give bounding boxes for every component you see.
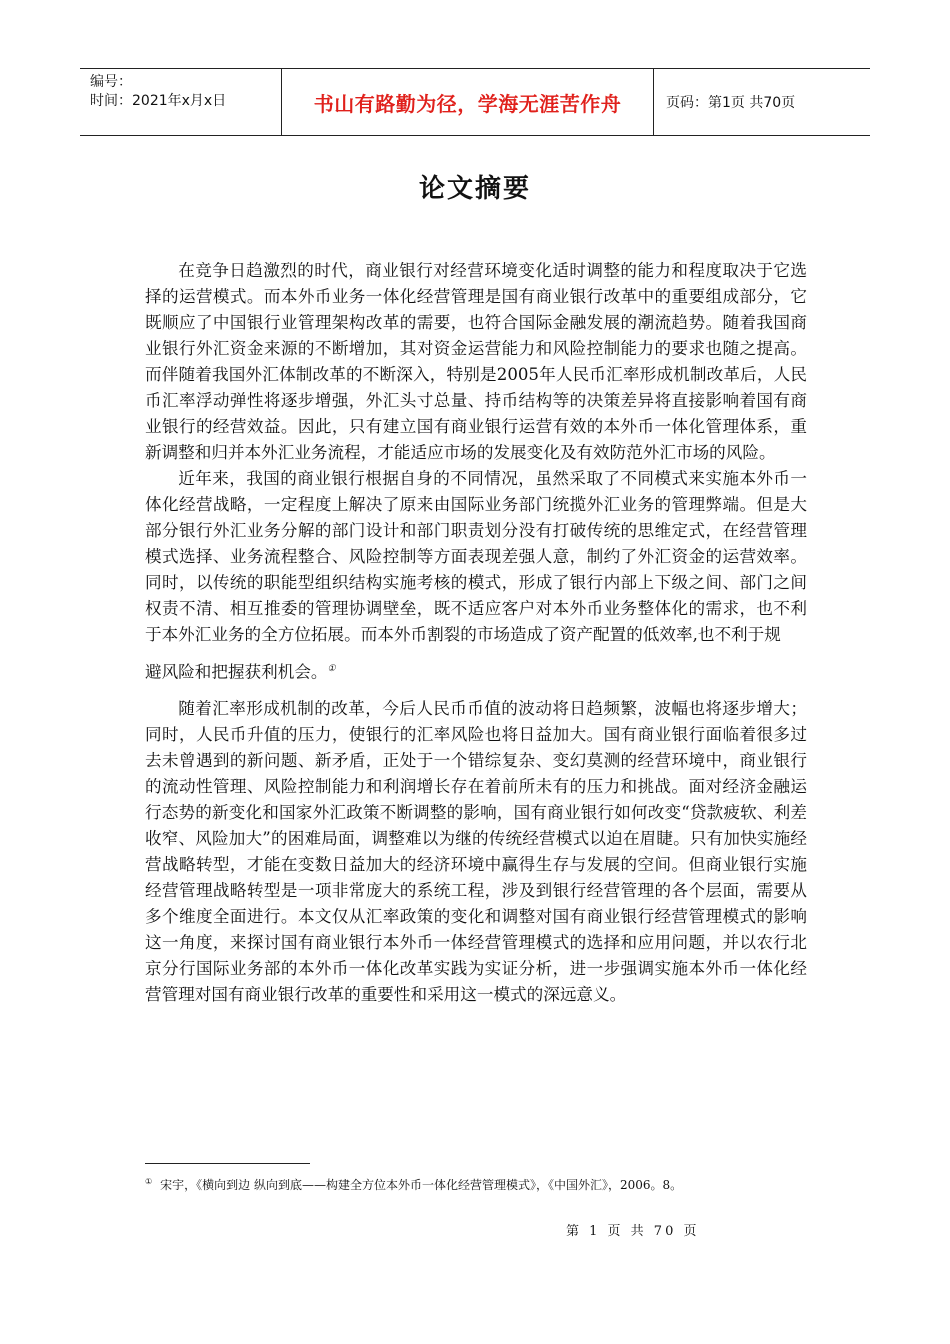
header-meta (80, 69, 282, 135)
document-header (80, 68, 870, 136)
footnote-mark: ① (145, 1177, 153, 1186)
abstract-body (145, 258, 807, 1008)
paragraph-1: 在竞争日趋激烈的时代，商业银行对经营环境变化适时调整的能力和程度取决于它选择的运营模式。而本外币业务一体化经营管理是国有商业银行改革中的重要组成部分，它既顺应了中国银行业管理架构改革的需要，也符合国际金融发展的潮流趋势。随着我国商业银行外汇资金来源的不断增加，其对资金运营能力和风险控制能力的要求也随之提高。而伴随着我国外汇体制改革的不断深入，特别是2005年人民币汇率形成机制改革后，人民币汇率浮动弹性将逐步增强，外汇头寸总量、持币结构等的决策差异将直接影响着国有商业银行的经营效益。因此，只有建立国有商业银行运营有效的本外币一体化管理体系，重新调整和归并本外汇业务流程，才能适应市场的发展变化及有效防范外汇市场的风险。 (145, 261, 807, 462)
paragraph-2-tail-text: 避风险和把握获利机会。 (145, 662, 328, 682)
header-page-info: 页码：第1页 共70页 (666, 95, 796, 111)
date-label: 时间：2021年x月x日 (90, 93, 227, 109)
footnote (145, 1172, 795, 1195)
paragraph-2-main: 近年来，我国的商业银行根据自身的不同情况，虽然采取了不同模式来实施本外币一体化经营战略，一定程度上解决了原来由国际业务部门统揽外汇业务的管理弊端。但是大部分银行外汇业务分解的部门设计和部门职责划分没有打破传统的思维定式，在经营管理模式选择、业务流程整合、风险控制等方面表现差强人意，制约了外汇资金的运营效率。同时，以传统的职能型组织结构实施考核的模式，形成了银行内部上下级之间、部门之间权责不清、相互推委的管理协调壁垒，既不适应客户对本外币业务整体化的需求，也不利于本外汇业务的全方位拓展。而本外币割裂的市场造成了资产配置的低效率,也不利于规 (145, 469, 807, 644)
page-number-footer: 第 1 页 共 70 页 (566, 1224, 700, 1239)
number-label: 编号： (90, 74, 132, 90)
page-title: 论文摘要 (418, 174, 531, 204)
paragraph-2-tail (145, 656, 807, 686)
footnote-divider (145, 1163, 310, 1164)
paragraph-3: 随着汇率形成机制的改革，今后人民币币值的波动将日趋频繁，波幅也将逐步增大；同时，人民币升值的压力，使银行的汇率风险也将日益加大。国有商业银行面临着很多过去未曾遇到的新问题、新矛盾，正处于一个错综复杂、变幻莫测的经营环境中，商业银行的流动性管理、风险控制能力和利润增长存在着前所未有的压力和挑战。面对经济金融运行态势的新变化和国家外汇政策不断调整的影响，国有商业银行如何改变“贷款疲软、利差收窄、风险加大”的困难局面，调整难以为继的传统经营模式以迫在眉睫。只有加快实施经营战略转型，才能在变数日益加大的经济环境中赢得生存与发展的空间。但商业银行实施经营管理战略转型是一项非常庞大的系统工程，涉及到银行经营管理的各个层面，需要从多个维度全面进行。本文仅从汇率政策的变化和调整对国有商业银行经营管理模式的影响这一角度，来探讨国有商业银行本外币一体经营管理模式的选择和应用问题，并以农行北京分行国际业务部的本外币一体化改革实践为实证分析，进一步强调实施本外币一体化经营管理对国有商业银行改革的重要性和采用这一模式的深远意义。 (145, 698, 807, 1004)
footnote-text: 宋宇，《横向到边 纵向到底——构建全方位本外币一体化经营管理模式》，《中国外汇》，2006。8。 (160, 1178, 683, 1192)
header-slogan: 书山有路勤为径，学海无涯苦作舟 (282, 69, 654, 135)
footnote-reference[interactable]: ① (327, 664, 336, 674)
paragraph-2 (145, 466, 807, 686)
